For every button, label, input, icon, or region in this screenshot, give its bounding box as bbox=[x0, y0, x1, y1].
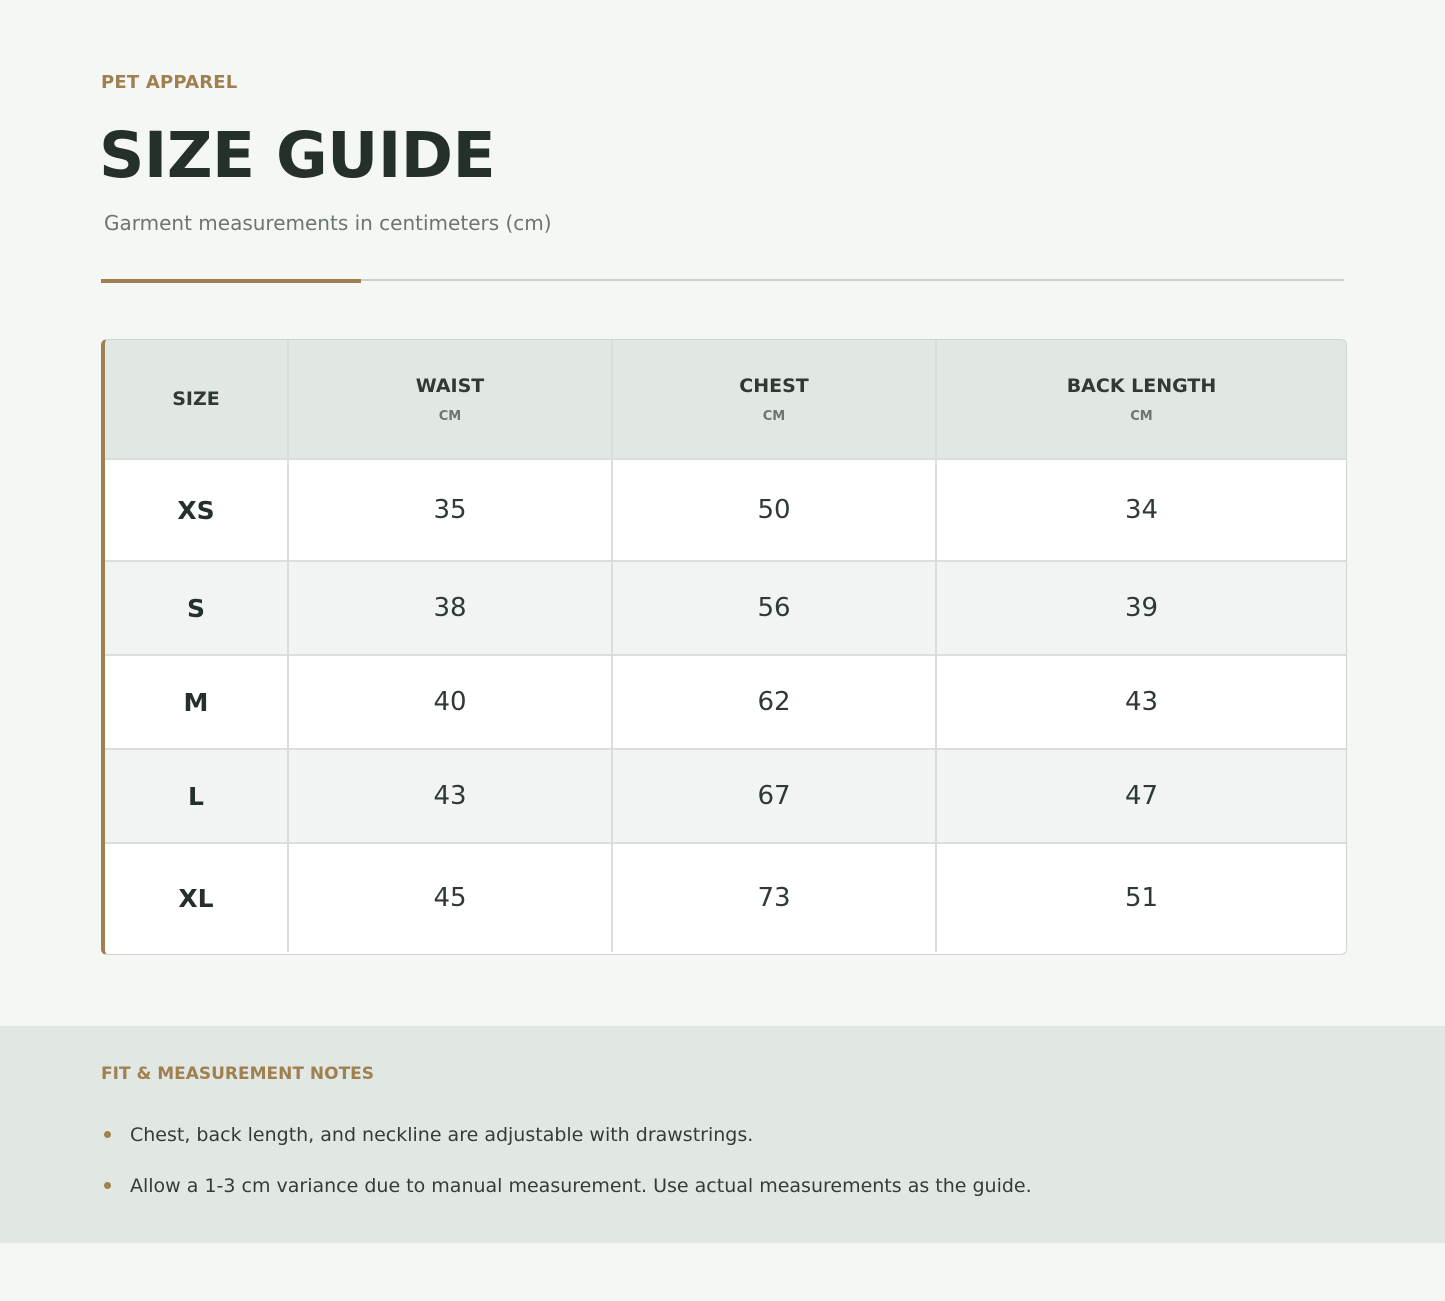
notes-title: FIT & MEASUREMENT NOTES bbox=[101, 1064, 375, 1084]
size-cell: S bbox=[105, 561, 288, 655]
chest-cell: 62 bbox=[612, 655, 936, 749]
note-text: Allow a 1-3 cm variance due to manual measurement. Use actual measurements as the guide. bbox=[130, 1175, 1032, 1197]
table-row bbox=[105, 655, 1346, 749]
column-label: SIZE bbox=[172, 388, 220, 410]
column-unit: CM bbox=[1130, 408, 1153, 424]
column-unit: CM bbox=[762, 408, 786, 424]
column-label: BACK LENGTH bbox=[1066, 374, 1217, 397]
back-length-cell: 47 bbox=[936, 749, 1346, 843]
column-unit: CM bbox=[438, 408, 462, 424]
waist-cell: 38 bbox=[288, 561, 612, 655]
notes-panel bbox=[0, 1026, 1445, 1243]
column-header-waist bbox=[288, 340, 612, 459]
back-length-cell: 43 bbox=[936, 655, 1346, 749]
waist-cell: 40 bbox=[288, 655, 612, 749]
column-label: CHEST bbox=[739, 374, 809, 397]
category-eyebrow: PET APPAREL bbox=[101, 72, 238, 93]
table-row bbox=[105, 843, 1346, 952]
column-header-chest bbox=[612, 340, 936, 459]
chest-cell: 67 bbox=[612, 749, 936, 843]
size-cell: XL bbox=[105, 843, 288, 952]
table-row bbox=[105, 459, 1346, 561]
list-item bbox=[101, 1122, 1032, 1173]
table-header-row bbox=[105, 340, 1346, 459]
chest-cell: 50 bbox=[612, 459, 936, 561]
column-header-back-length bbox=[936, 340, 1346, 459]
table-row bbox=[105, 749, 1346, 843]
back-length-cell: 34 bbox=[936, 459, 1346, 561]
waist-cell: 45 bbox=[288, 843, 612, 952]
note-text: Chest, back length, and neckline are adjustable with drawstrings. bbox=[130, 1124, 754, 1146]
chest-cell: 73 bbox=[612, 843, 936, 952]
chest-cell: 56 bbox=[612, 561, 936, 655]
page-subtitle: Garment measurements in centimeters (cm) bbox=[104, 211, 552, 235]
size-cell: L bbox=[105, 749, 288, 843]
column-label: WAIST bbox=[415, 374, 485, 397]
size-cell: M bbox=[105, 655, 288, 749]
page-title: SIZE GUIDE bbox=[99, 119, 496, 192]
size-table bbox=[101, 339, 1347, 955]
back-length-cell: 39 bbox=[936, 561, 1346, 655]
waist-cell: 35 bbox=[288, 459, 612, 561]
waist-cell: 43 bbox=[288, 749, 612, 843]
list-item bbox=[101, 1173, 1032, 1224]
size-cell: XS bbox=[105, 459, 288, 561]
bullet-dot-icon bbox=[104, 1182, 111, 1189]
back-length-cell: 51 bbox=[1124, 883, 1159, 913]
header-divider-accent bbox=[101, 279, 361, 283]
table-row bbox=[105, 561, 1346, 655]
bullet-dot-icon bbox=[104, 1131, 111, 1138]
column-header-size bbox=[105, 340, 288, 459]
notes-list bbox=[101, 1122, 1032, 1224]
